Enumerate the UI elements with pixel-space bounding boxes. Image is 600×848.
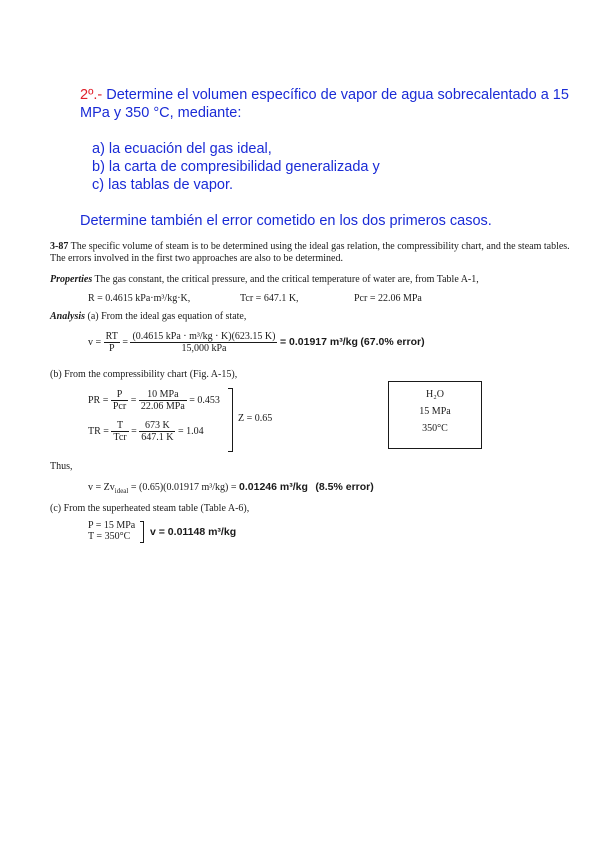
brace-b xyxy=(228,388,233,452)
properties-text: The gas constant, the critical pressure, and the critical temperature of water are, from Table A-1, xyxy=(92,274,479,285)
option-a: a) la ecuación del gas ideal, xyxy=(92,141,272,157)
eq-thus-result: 0.01246 m³/kg xyxy=(239,481,308,493)
problem-options xyxy=(92,140,570,194)
option-c: c) las tablas de vapor. xyxy=(92,177,234,193)
thus-text: Thus, xyxy=(50,461,73,472)
eq-a-frac2: $\frac{\text{(0.4615 kPa · m³/kg · K)(623.15 K)}}{\text{15,000 kPa}}$ xyxy=(132,331,276,354)
analysis-line xyxy=(50,311,246,323)
h2o-state-box: H₂O 15 MPa 350°C xyxy=(388,381,482,449)
part-a-text: (a) From the ideal gas equation of state, xyxy=(85,311,247,322)
analysis-label: Analysis xyxy=(50,311,86,322)
equation-thus: $v = Zv_{ideal} = (0.65)(0.01917$ m³/kg) = 0.01246 m³/kg (8.5% error) xyxy=(88,481,374,495)
problem-body: Determine el volumen específico de vapor de agua sobrecalentado a 15 MPa y 350 °C, mediante: xyxy=(80,87,569,121)
eq-b-Z: Z = 0.65 xyxy=(238,413,273,424)
brace-c xyxy=(140,521,144,543)
properties-label: Properties xyxy=(50,274,93,285)
eq-a-lhs: v = xyxy=(88,336,102,348)
eq-c-result: v = 0.01148 m³/kg xyxy=(150,526,237,538)
option-b: b) la carta de compresibilidad generalizada y xyxy=(92,159,380,175)
part-c-text: (c) From the superheated steam table (Table A-6), xyxy=(50,503,250,514)
equation-b-TR: TR = $\frac{T}{\text{Tcr}}$ = $\frac{673 K}{647.1 K}$ = 1.04 xyxy=(88,420,204,443)
problem-statement xyxy=(80,86,570,230)
eq-a-frac1: $\frac{RT}{P}$ xyxy=(105,331,118,354)
part-b-text: (b) From the compressibility chart (Fig. A-15), xyxy=(50,369,238,380)
eq-a-result: = 0.01917 m³/kg xyxy=(279,335,358,348)
constant-Pcr: Pcr = 22.06 MPa xyxy=(354,293,422,304)
equation-c-conditions: P = 15 MPa T = 350°C xyxy=(88,520,136,542)
constant-R: R = 0.4615 kPa·m³/kg·K, xyxy=(88,293,191,304)
solution-intro xyxy=(50,241,580,265)
problem-number: 2º.- xyxy=(80,87,103,103)
problem-text xyxy=(80,86,570,122)
constant-Tcr: Tcr = 647.1 K, xyxy=(240,293,299,304)
properties-line xyxy=(50,274,580,286)
solution-intro-text: The specific volume of steam is to be determined using the ideal gas relation, the compressibility chart, and the steam tables. The errors involved in the first two approaches are also to be determined. xyxy=(50,241,570,264)
equation-b-PR: PR = $\frac{P}{\text{Pcr}}$ = $\frac{\text{10 MPa}}{\text{22.06 MPa}}$ = 0.453 xyxy=(88,389,220,412)
eq-thus-error: (8.5% error) xyxy=(315,481,374,493)
problem-final: Determine también el error cometido en los dos primeros casos. xyxy=(80,213,492,229)
solution-id: 3-87 xyxy=(50,241,69,252)
eq-a-error: (67.0% error) xyxy=(360,335,425,348)
equation-a: v = $\frac{RT}{P}$ = $\frac{\text{(0.4615 kPa · m³/kg · K)(623.15 K)}}{\text{15,000 kPa}}$ = 0.01917 m³/kg (67.0% error) xyxy=(88,331,425,354)
